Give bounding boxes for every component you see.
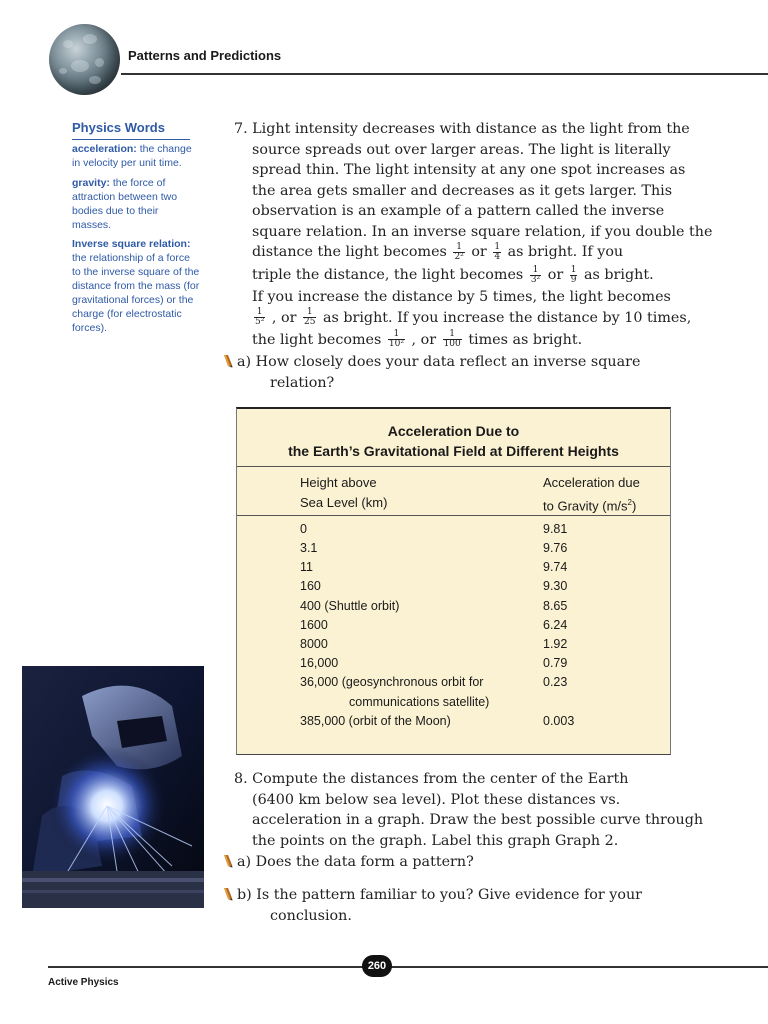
q7-line: 7. Light intensity decreases with distance as the light from the — [234, 121, 690, 137]
q8-line: 8. Compute the distances from the center of the Earth — [234, 771, 629, 787]
table-cell-accel: 9.74 — [543, 560, 568, 574]
question-8a — [234, 852, 674, 873]
glossary-term: gravity: — [72, 177, 110, 189]
table-cell-height: communications satellite) — [349, 695, 490, 709]
q7-line — [234, 307, 692, 330]
question-8b — [234, 885, 674, 926]
q7-line: the area gets smaller and decreases as it gets larger. This — [252, 182, 673, 199]
page-number: 260 — [362, 955, 392, 977]
table-title-line: the Earth’s Gravitational Field at Different Heights — [288, 443, 619, 459]
fraction: $\frac{1}{\text{2²}}$ — [454, 241, 464, 262]
physics-words-title: Physics Words — [72, 120, 165, 135]
q8-line: (6400 km below sea level). Plot these distances vs. — [252, 791, 621, 808]
q7-line: source spreads out over larger areas. The light is literally — [252, 141, 671, 158]
fraction: $\frac{1}{25}$ — [303, 307, 316, 327]
glossary-definition: the relationship of a force to the inverse square of the distance from the mass (for gravitational forces) or the charge (for electrostatic forces). — [72, 252, 200, 334]
table-cell-height: 3.1 — [300, 541, 318, 555]
question-8 — [234, 769, 704, 851]
q7-text: triple the distance, the light becomes — [252, 267, 524, 283]
table-rule — [237, 466, 670, 467]
table-cell-accel: 0.79 — [543, 656, 568, 670]
q7-text: the light becomes — [252, 331, 382, 348]
planet-icon — [49, 24, 120, 95]
table-cell-accel: 0.003 — [543, 714, 575, 728]
q8b-line — [222, 885, 674, 906]
glossary-definition: the force of attraction between two bodies due to their masses. — [72, 177, 178, 231]
question-7 — [234, 119, 713, 352]
table-rule — [237, 515, 670, 516]
q7-line: If you increase the distance by 5 times, the light becomes — [252, 289, 671, 305]
glossary-term: acceleration: — [72, 143, 137, 155]
footer-label: Active Physics — [48, 977, 119, 988]
column-header-height: Height above Sea Level (km) — [300, 475, 388, 510]
glossary-entry-gravity — [72, 176, 200, 232]
glossary-entry-acceleration — [72, 142, 200, 170]
q7-text: , or — [411, 331, 437, 348]
q7-line — [234, 242, 674, 265]
gravity-acceleration-table — [236, 407, 671, 755]
table-cell-accel: 9.81 — [543, 522, 568, 536]
question-7a — [234, 352, 674, 393]
fraction: $\frac{1}{4}$ — [494, 241, 501, 262]
column-header-acceleration: Acceleration due to Gravity $(m/s^2)$ — [543, 475, 640, 514]
table-cell-height: 400 (Shuttle orbit) — [300, 599, 400, 613]
q8-line: acceleration in a graph. Draw the best possible curve through — [252, 812, 704, 828]
q7-line: square relation. In an inverse square relation, if you double the — [252, 223, 713, 240]
q8a-text: a) Does the data form a pattern? — [237, 854, 474, 870]
q7-text: or — [547, 267, 564, 283]
table-cell-height: 8000 — [300, 637, 328, 651]
table-title-line: Acceleration Due to — [387, 423, 520, 439]
fraction: $\frac{1}{100}$ — [443, 329, 461, 349]
table-cell-height: 36,000 (geosynchronous orbit for — [300, 675, 484, 689]
q7a-line: relation? — [270, 374, 335, 391]
table-cell-height: 0 — [300, 522, 307, 536]
q7-line — [234, 265, 674, 287]
q7a-text: a) How closely does your data reflect an inverse square — [237, 354, 641, 370]
fraction: $\frac{1}{\text{5²}}$ — [255, 307, 265, 327]
q7-text: as bright. — [584, 267, 654, 283]
q7a-line — [222, 352, 674, 373]
q7-line — [234, 330, 674, 352]
glossary-term: Inverse square relation: — [72, 238, 191, 250]
header-divider — [121, 73, 768, 75]
table-cell-height: 160 — [300, 579, 321, 593]
pencil-icon — [222, 887, 234, 901]
q7-text: or — [471, 244, 487, 260]
table-cell-height: 11 — [300, 560, 313, 574]
table-cell-height: 16,000 — [300, 656, 339, 670]
glossary-entry-inverse-square — [72, 237, 200, 335]
pencil-icon — [222, 354, 234, 368]
table-cell-accel: 9.30 — [543, 579, 568, 593]
welder-photo — [22, 666, 204, 908]
fraction: $\frac{1}{\text{3²}}$ — [530, 264, 541, 285]
table-title — [237, 421, 670, 461]
pencil-icon — [222, 854, 234, 868]
q7-text: , or — [271, 309, 297, 326]
q7-line: spread thin. The light intensity at any one spot increases as — [252, 162, 686, 178]
q7-text: as bright. If you increase the distance by 10 times, — [322, 309, 692, 326]
table-cell-accel: 8.65 — [543, 599, 568, 613]
page-header-title: Patterns and Predictions — [128, 48, 282, 63]
q8-line: the points on the graph. Label this graph Graph 2. — [252, 832, 619, 849]
q8a-line — [222, 852, 674, 873]
physics-words-divider — [72, 139, 190, 140]
table-cell-height: 1600 — [300, 618, 328, 632]
q8b-line: conclusion. — [270, 907, 352, 924]
q8b-text: b) Is the pattern familiar to you? Give evidence for your — [237, 887, 642, 903]
glossary-definition: the change in velocity per unit time. — [72, 143, 192, 169]
table-cell-accel: 6.24 — [543, 618, 568, 632]
table-cell-accel: 9.76 — [543, 541, 568, 555]
fraction: $\frac{1}{9}$ — [570, 264, 577, 285]
table-cell-accel: 0.23 — [543, 675, 568, 689]
footer-divider — [48, 966, 768, 968]
fraction: $\frac{1}{\text{10²}}$ — [388, 329, 404, 349]
q7-text: times as bright. — [468, 331, 583, 348]
table-cell-height: 385,000 (orbit of the Moon) — [300, 714, 451, 728]
q7-line: observation is an example of a pattern called the inverse — [252, 203, 665, 219]
table-cell-accel: 1.92 — [543, 637, 568, 651]
q7-text: as bright. If you — [507, 244, 624, 260]
q7-text: distance the light becomes — [252, 244, 447, 260]
